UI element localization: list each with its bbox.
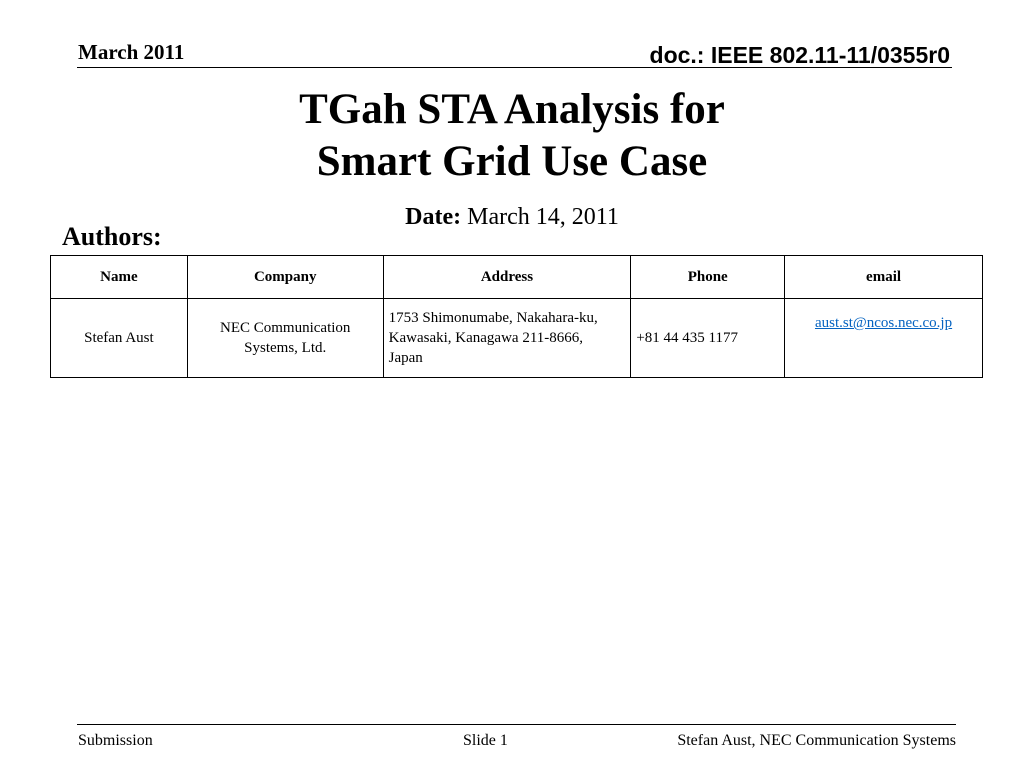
cell-company: [187, 299, 383, 378]
title-line-2: Smart Grid Use Case: [316, 138, 708, 185]
column-header-address: Address: [383, 256, 631, 299]
footer-slide-number: Slide 1: [463, 732, 508, 749]
address-line-1: 1753 Shimonumabe, Nakahara-ku,: [388, 310, 598, 326]
authors-table: [50, 255, 983, 378]
date-value: March 14, 2011: [467, 204, 619, 230]
header-date: March 2011: [78, 40, 185, 64]
title-line-1: TGah STA Analysis for: [299, 86, 725, 133]
company-line-1: NEC Communication: [220, 320, 351, 336]
header-doc-id: doc.: IEEE 802.11-11/0355r0: [649, 42, 950, 68]
company-line-2: Systems, Ltd.: [244, 340, 327, 356]
footer-author: Stefan Aust, NEC Communication Systems: [677, 732, 956, 749]
table-header-row: [51, 256, 983, 299]
cell-email: [785, 299, 983, 378]
date-label: Date:: [405, 204, 462, 230]
email-link[interactable]: aust.st@ncos.nec.co.jp: [814, 315, 953, 331]
header-divider: [77, 67, 952, 68]
address-line-3: Japan: [388, 350, 423, 366]
authors-label: Authors:: [62, 222, 162, 251]
slide-title: [0, 84, 1024, 188]
column-header-name: Name: [51, 256, 188, 299]
column-header-phone: Phone: [631, 256, 785, 299]
cell-address: [383, 299, 631, 378]
address-line-2: Kawasaki, Kanagawa 211-8666,: [388, 330, 584, 346]
footer-submission: Submission: [78, 732, 153, 749]
column-header-email: email: [785, 256, 983, 299]
cell-phone: +81 44 435 1177: [631, 299, 785, 378]
cell-name: Stefan Aust: [51, 299, 188, 378]
footer-divider: [77, 724, 956, 725]
column-header-company: Company: [187, 256, 383, 299]
table-row: [51, 299, 983, 378]
